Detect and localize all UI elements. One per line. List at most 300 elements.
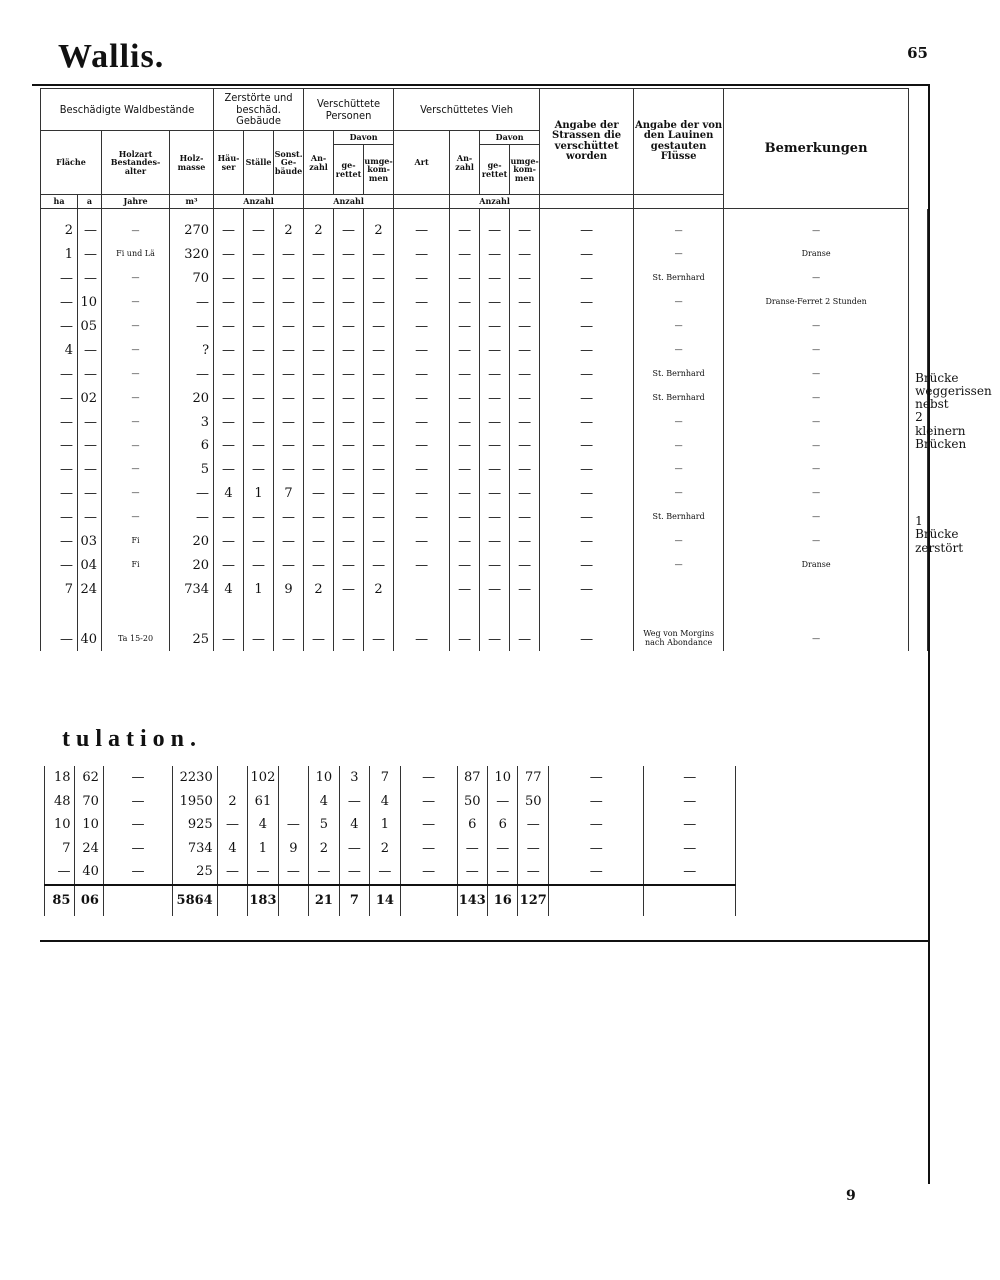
table-cell: — — [214, 553, 244, 577]
table-cell: — — [480, 386, 510, 410]
table-cell: — — [274, 267, 304, 291]
table-cell: — — [364, 386, 394, 410]
table-cell: — — [540, 627, 634, 651]
table-cell: 1 — [41, 243, 78, 267]
table-cell: 5 — [170, 458, 214, 482]
table-cell: — — [364, 434, 394, 458]
table-cell: — — [244, 458, 274, 482]
table-cell: 10 — [309, 766, 339, 790]
table-cell: — — [394, 627, 450, 651]
table-cell: 5864 — [173, 885, 218, 916]
table-cell: 127 — [518, 885, 548, 916]
header-anzahl-v: An-zahl — [450, 131, 480, 195]
table-cell: — — [510, 338, 540, 362]
table-cell: 9 — [278, 837, 308, 861]
table-cell: — — [364, 627, 394, 651]
table-cell: — — [244, 267, 274, 291]
table-cell — [217, 766, 247, 790]
table-cell: — — [394, 458, 450, 482]
table-cell: 03 — [78, 530, 102, 554]
table-cell: 62 — [75, 766, 103, 790]
table-cell: — — [274, 627, 304, 651]
table-cell: — — [480, 627, 510, 651]
table-cell: — — [334, 291, 364, 315]
table-cell: — — [102, 267, 170, 291]
table-cell: — — [274, 386, 304, 410]
table-cell: — — [78, 338, 102, 362]
table-cell: 2 — [41, 209, 78, 243]
table-cell: — — [334, 410, 364, 434]
table-cell: — — [540, 458, 634, 482]
table-cell: — — [364, 530, 394, 554]
table-cell: — — [244, 410, 274, 434]
table-cell: 925 — [173, 813, 218, 837]
table-cell: — — [248, 860, 278, 885]
header-umgekommen-v: umge-kom-men — [510, 145, 540, 195]
table-cell: Fi — [102, 553, 170, 577]
table-cell: — — [103, 790, 172, 814]
header-ha: ha — [41, 195, 78, 209]
table-cell: — — [102, 291, 170, 315]
table-cell: — — [480, 291, 510, 315]
table-cell: — — [274, 553, 304, 577]
header-holzart: Holzart Bestandes-alter — [102, 131, 170, 195]
table-cell: — — [540, 267, 634, 291]
table-cell: — — [540, 553, 634, 577]
table-cell: — — [510, 434, 540, 458]
table-cell: St. Bernhard — [634, 386, 724, 410]
table-cell: — — [214, 362, 244, 386]
table-cell: — — [41, 267, 78, 291]
table-cell: 2 — [370, 837, 400, 861]
table-cell: — — [304, 315, 334, 339]
table-cell: 7 — [274, 482, 304, 506]
table-cell: 20 — [170, 530, 214, 554]
table-cell: — — [364, 315, 394, 339]
table-row — [41, 553, 928, 577]
table-cell: — — [548, 837, 644, 861]
table-cell: — — [400, 860, 457, 885]
table-cell: — — [102, 434, 170, 458]
table-cell: — — [540, 506, 634, 530]
header-anzahl-p: An-zahl — [304, 131, 334, 195]
table-cell: 1 — [244, 577, 274, 601]
table-cell: — — [634, 434, 724, 458]
table-cell: — — [102, 209, 170, 243]
table-cell: — — [214, 291, 244, 315]
table-cell — [634, 577, 724, 601]
table-cell: — — [510, 482, 540, 506]
table-cell: — — [724, 434, 909, 458]
table-cell: — — [278, 813, 308, 837]
table-cell: — — [548, 766, 644, 790]
page-title: Wallis. — [58, 38, 165, 75]
table-row — [41, 530, 928, 554]
table-cell: — — [339, 790, 369, 814]
table-cell: — — [724, 209, 909, 243]
table-cell: — — [304, 410, 334, 434]
table-row — [41, 386, 928, 410]
table-cell: — — [394, 209, 450, 243]
table-cell: — — [78, 243, 102, 267]
table-cell: — — [41, 627, 78, 651]
table-cell: 10 — [75, 813, 103, 837]
table-cell: — — [450, 506, 480, 530]
table-cell: — — [78, 434, 102, 458]
table-cell: — — [510, 386, 540, 410]
table-cell: — — [41, 506, 78, 530]
table-cell: — — [41, 553, 78, 577]
table-cell: — — [540, 315, 634, 339]
footer-number: 9 — [846, 1188, 856, 1204]
table-cell: — — [510, 506, 540, 530]
table-cell: — — [510, 627, 540, 651]
table-cell: — — [103, 813, 172, 837]
table-cell: — — [510, 315, 540, 339]
header-anzahl-g: Anzahl — [214, 195, 304, 209]
table-cell: — — [217, 813, 247, 837]
table-cell: — — [334, 458, 364, 482]
table-cell: — — [400, 790, 457, 814]
table-cell: 02 — [78, 386, 102, 410]
table-cell: — — [214, 530, 244, 554]
table-row — [41, 482, 928, 506]
table-cell: — — [644, 837, 736, 861]
table-row — [41, 267, 928, 291]
table-cell: Fi und Lä — [102, 243, 170, 267]
table-cell: — — [394, 243, 450, 267]
table-cell: — — [304, 506, 334, 530]
table-cell: — — [724, 362, 909, 386]
header-m3: m³ — [170, 195, 214, 209]
table-cell: 50 — [457, 790, 487, 814]
table-cell: — — [170, 315, 214, 339]
table-cell: 6 — [170, 434, 214, 458]
table-cell: — — [304, 338, 334, 362]
table-cell: Weg von Morgins nach Abondance — [634, 627, 724, 651]
table-cell: — — [364, 506, 394, 530]
table-cell: — — [244, 209, 274, 243]
table-cell: — — [364, 553, 394, 577]
table-cell: — — [394, 386, 450, 410]
table-cell: — — [45, 860, 75, 885]
table-cell: — — [488, 837, 518, 861]
main-table — [40, 88, 992, 651]
table-cell: — — [644, 813, 736, 837]
table-cell: — — [450, 362, 480, 386]
table-cell: — — [724, 530, 909, 554]
table-cell: 1 — [244, 482, 274, 506]
table-cell: — — [334, 553, 364, 577]
bottom-rule — [40, 940, 930, 942]
table-cell: — — [41, 386, 78, 410]
table-cell: — — [394, 506, 450, 530]
table-cell: — — [304, 482, 334, 506]
table-cell: — — [450, 410, 480, 434]
table-row — [41, 434, 928, 458]
table-cell: — — [394, 315, 450, 339]
table-cell: 61 — [248, 790, 278, 814]
table-cell: — — [334, 209, 364, 243]
header-anzahl-pers: Anzahl — [304, 195, 394, 209]
table-cell: — — [480, 434, 510, 458]
table-cell: Dranse — [724, 553, 909, 577]
table-cell — [278, 885, 308, 916]
table-cell: — — [480, 410, 510, 434]
table-cell: 7 — [45, 837, 75, 861]
table-cell: 48 — [45, 790, 75, 814]
table-cell: 183 — [248, 885, 278, 916]
table-cell: 2 — [217, 790, 247, 814]
top-rule — [32, 84, 930, 86]
table-cell: — — [102, 506, 170, 530]
table-cell: — — [394, 530, 450, 554]
header-gerettet-p: ge-rettet — [334, 145, 364, 195]
table-cell: — — [364, 243, 394, 267]
table-cell: — — [274, 410, 304, 434]
table-cell: — — [334, 243, 364, 267]
table-cell: 6 — [457, 813, 487, 837]
table-cell: — — [548, 813, 644, 837]
table-row — [41, 315, 928, 339]
table-cell: — — [450, 553, 480, 577]
header-bemerkungen: Bemerkungen — [724, 89, 909, 209]
table-cell: 24 — [75, 837, 103, 861]
table-cell: — — [634, 291, 724, 315]
header-art: Art — [394, 131, 450, 195]
table-cell: — — [102, 458, 170, 482]
table-cell: — — [634, 482, 724, 506]
header-vieh: Verschüttetes Vieh — [394, 89, 540, 131]
table-cell: — — [304, 243, 334, 267]
table-cell: — — [102, 315, 170, 339]
table-cell: — — [510, 410, 540, 434]
table-row — [41, 577, 928, 601]
table-cell: 102 — [248, 766, 278, 790]
header-personen: Verschüttete Personen — [304, 89, 394, 131]
table-cell: — — [214, 458, 244, 482]
table-cell: — — [304, 291, 334, 315]
table-cell: — — [450, 267, 480, 291]
table-cell: 6 — [488, 813, 518, 837]
table-cell: — — [450, 386, 480, 410]
table-cell: — — [274, 291, 304, 315]
table-cell: 734 — [170, 577, 214, 601]
table-cell: 77 — [518, 766, 548, 790]
table-cell: 2 — [274, 209, 304, 243]
table-cell: — — [510, 577, 540, 601]
table-cell: 7 — [41, 577, 78, 601]
table-cell: — — [103, 860, 172, 885]
header-gerettet-v: ge-rettet — [480, 145, 510, 195]
table-cell: — — [78, 209, 102, 243]
table-cell: — — [400, 837, 457, 861]
table-cell: — — [510, 458, 540, 482]
table-cell: — — [364, 458, 394, 482]
table-cell: 50 — [518, 790, 548, 814]
table-cell: — — [214, 315, 244, 339]
table-cell: 4 — [370, 790, 400, 814]
total-row — [45, 885, 736, 916]
table-cell: — — [450, 434, 480, 458]
table-cell — [278, 790, 308, 814]
table-cell: — — [510, 553, 540, 577]
table-cell: — — [334, 338, 364, 362]
table-cell — [103, 885, 172, 916]
table-cell: 5 — [309, 813, 339, 837]
table-cell: 270 — [170, 209, 214, 243]
table-cell: — — [214, 243, 244, 267]
table-cell: — — [540, 291, 634, 315]
table-cell: 06 — [75, 885, 103, 916]
table-cell: 14 — [370, 885, 400, 916]
table-cell: — — [364, 362, 394, 386]
table-cell: — — [274, 243, 304, 267]
table-cell: — — [170, 482, 214, 506]
table-cell: 25 — [173, 860, 218, 885]
table-row — [45, 860, 736, 885]
table-cell: — — [41, 291, 78, 315]
table-cell: — — [334, 482, 364, 506]
table-cell: 1 — [248, 837, 278, 861]
table-cell: — — [548, 860, 644, 885]
table-cell: — — [244, 627, 274, 651]
table-cell: — — [214, 338, 244, 362]
table-cell: — — [334, 386, 364, 410]
table-cell: — — [634, 209, 724, 243]
table-cell: — — [724, 410, 909, 434]
table-cell — [217, 885, 247, 916]
table-cell: 2 — [309, 837, 339, 861]
table-cell: 4 — [339, 813, 369, 837]
table-cell: 3 — [170, 410, 214, 434]
header-gebaeude: Zerstörte und beschäd. Gebäude — [214, 89, 304, 131]
table-cell: — — [103, 837, 172, 861]
table-cell: — — [102, 410, 170, 434]
table-cell: — — [244, 434, 274, 458]
table-cell: — — [364, 410, 394, 434]
table-cell: — — [644, 790, 736, 814]
table-cell: 40 — [75, 860, 103, 885]
table-cell: — — [480, 553, 510, 577]
table-cell: 734 — [173, 837, 218, 861]
table-cell: — — [480, 577, 510, 601]
table-cell: — — [304, 434, 334, 458]
table-cell: 24 — [78, 577, 102, 601]
table-cell: — — [480, 315, 510, 339]
table-cell: — — [540, 482, 634, 506]
table-row — [45, 766, 736, 790]
table-cell: — — [78, 458, 102, 482]
table-cell: — — [364, 291, 394, 315]
table-cell: St. Bernhard — [634, 362, 724, 386]
table-cell: — — [540, 577, 634, 601]
table-cell — [644, 885, 736, 916]
table-cell: — — [724, 315, 909, 339]
table-cell: — — [334, 362, 364, 386]
table-cell: 2 — [364, 209, 394, 243]
table-cell: St. Bernhard — [634, 506, 724, 530]
table-row — [41, 627, 928, 651]
table-cell: 87 — [457, 766, 487, 790]
table-cell: — — [480, 209, 510, 243]
table-cell: — — [364, 338, 394, 362]
table-cell: 1950 — [173, 790, 218, 814]
table-cell: — — [634, 338, 724, 362]
table-cell: — — [450, 627, 480, 651]
table-cell: — — [394, 482, 450, 506]
table-cell: — — [334, 506, 364, 530]
table-cell: — — [394, 410, 450, 434]
table-cell: — — [540, 209, 634, 243]
table-cell: — — [394, 362, 450, 386]
table-cell: — — [274, 506, 304, 530]
header-holzmasse: Holz-masse — [170, 131, 214, 195]
table-cell: 16 — [488, 885, 518, 916]
recap-table — [44, 766, 736, 916]
table-cell: — — [634, 530, 724, 554]
table-cell: — — [480, 243, 510, 267]
table-cell: — — [41, 482, 78, 506]
table-cell: 4 — [214, 577, 244, 601]
table-cell: 4 — [217, 837, 247, 861]
table-cell: 70 — [75, 790, 103, 814]
page-number: 65 — [907, 44, 928, 62]
header-davon-v: Davon — [480, 131, 540, 145]
table-cell: — — [244, 362, 274, 386]
table-row — [41, 291, 928, 315]
table-cell: 4 — [41, 338, 78, 362]
table-cell: — — [540, 410, 634, 434]
table-cell: — — [510, 243, 540, 267]
table-cell — [548, 885, 644, 916]
header-jahre: Jahre — [102, 195, 170, 209]
table-cell: — — [334, 267, 364, 291]
remarks-column — [909, 209, 992, 628]
table-cell: 4 — [309, 790, 339, 814]
table-cell: — — [370, 860, 400, 885]
table-cell: — — [244, 386, 274, 410]
header-davon-p: Davon — [334, 131, 394, 145]
table-cell: — — [394, 553, 450, 577]
table-cell: — — [214, 209, 244, 243]
table-cell: — — [78, 410, 102, 434]
table-cell: — — [510, 291, 540, 315]
table-cell: 9 — [274, 577, 304, 601]
table-cell: — — [724, 267, 909, 291]
table-row — [41, 362, 928, 386]
table-cell: — — [102, 338, 170, 362]
table-cell: — — [304, 553, 334, 577]
table-cell: — — [304, 362, 334, 386]
table-cell: — — [480, 458, 510, 482]
table-cell: 2 — [304, 209, 334, 243]
table-cell: — — [102, 386, 170, 410]
table-cell: — — [244, 530, 274, 554]
table-cell: — — [480, 530, 510, 554]
table-cell: — — [304, 627, 334, 651]
table-cell: — — [510, 362, 540, 386]
table-cell — [400, 885, 457, 916]
table-cell: — — [170, 291, 214, 315]
table-cell: — — [450, 209, 480, 243]
table-cell: — — [548, 790, 644, 814]
table-cell: — — [244, 315, 274, 339]
table-row — [45, 790, 736, 814]
table-cell: — — [457, 860, 487, 885]
table-cell: — — [450, 530, 480, 554]
table-cell: 10 — [78, 291, 102, 315]
